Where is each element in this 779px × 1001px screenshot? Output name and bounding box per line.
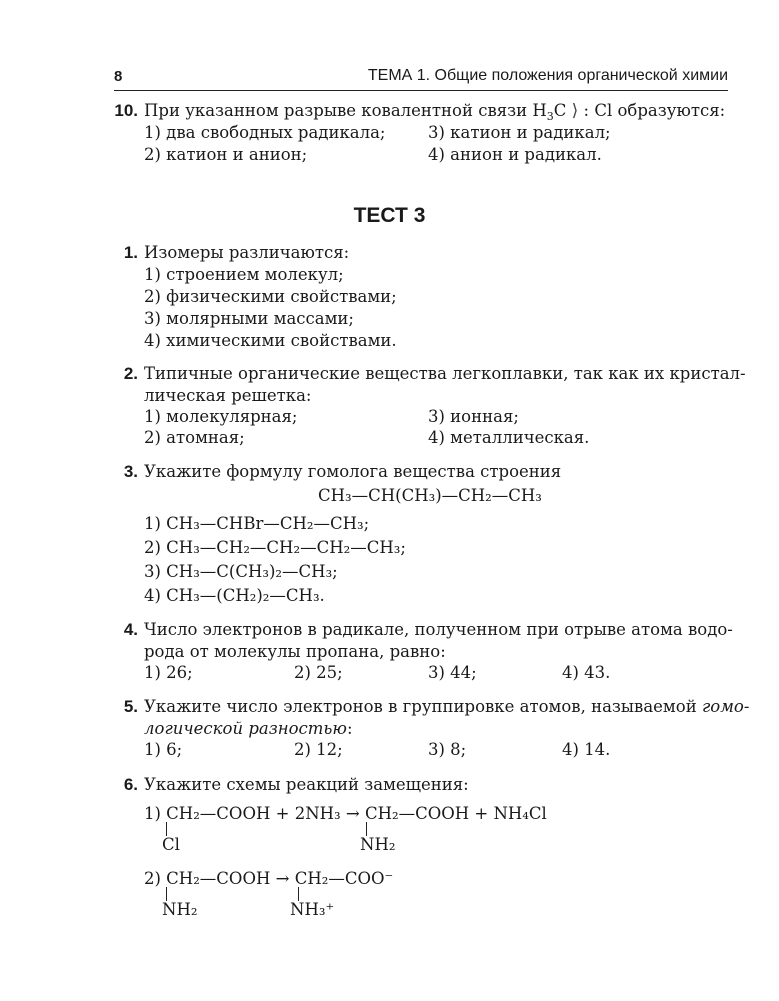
question-2-number: 2. — [123, 364, 138, 383]
reaction-2-equation: 2) CH₂—COOH → CH₂—COO⁻ — [144, 869, 394, 888]
reaction-1-substituent-right: NH₂ — [360, 835, 396, 854]
question-2-option-2: 2) атомная; — [144, 428, 245, 447]
running-header — [114, 64, 728, 91]
question-1-option-1: 1) строением молекул; — [144, 265, 344, 284]
question-5-text-line1: Укажите число электронов в группировке атомов, называемой гомо- — [144, 697, 750, 716]
question-10-text: При указанном разрыве ковалентной связи $H_3C$ ⟩ : Cl образуются: — [144, 101, 726, 123]
question-2-option-4: 4) металлическая. — [428, 428, 590, 447]
question-1-option-3: 3) молярными массами; — [144, 309, 354, 328]
question-3-option-2: 2) CH₃—CH₂—CH₂—CH₂—CH₃; — [144, 538, 406, 557]
reaction-1-bond-right — [366, 822, 367, 836]
question-2-text-line2: лическая решетка: — [144, 386, 312, 405]
question-3-option-4: 4) CH₃—(CH₂)₂—CH₃. — [144, 586, 325, 605]
question-1-text: Изомеры различаются: — [144, 243, 350, 262]
question-10-option-4: 4) анион и радикал. — [428, 145, 602, 164]
question-6-number: 6. — [123, 775, 138, 794]
running-title: ТЕМА 1. Общие положения органической химии — [367, 67, 728, 84]
question-6-text: Укажите схемы реакций замещения: — [144, 775, 469, 794]
question-3-text: Укажите формулу гомолога вещества строения — [144, 462, 562, 481]
question-2-option-1: 1) молекулярная; — [144, 407, 298, 426]
question-4-option-3: 3) 44; — [428, 663, 477, 682]
reaction-1-equation: 1) CH₂—COOH + 2NH₃ → CH₂—COOH + NH₄Cl — [144, 804, 547, 823]
question-4-number: 4. — [123, 620, 138, 639]
question-2-text-line1: Типичные органические вещества легкоплавки, так как их кристал- — [144, 364, 746, 383]
question-3-formula: CH₃—CH(CH₃)—CH₂—CH₃ — [318, 486, 542, 505]
reaction-2-substituent-right: NH₃⁺ — [290, 900, 335, 919]
question-10-option-2: 2) катион и анион; — [144, 145, 308, 164]
question-3-option-1: 1) CH₃—CHBr—CH₂—CH₃; — [144, 514, 370, 533]
question-4-option-2: 2) 25; — [294, 663, 343, 682]
question-5-option-2: 2) 12; — [294, 740, 343, 759]
reaction-2-substituent-left: NH₂ — [162, 900, 198, 919]
question-5-text-line2: логической разностью: — [144, 719, 353, 738]
question-1-option-2: 2) физическими свойствами; — [144, 287, 397, 306]
question-3-option-3: 3) CH₃—C(CH₃)₂—CH₃; — [144, 562, 338, 581]
question-5-option-3: 3) 8; — [428, 740, 467, 759]
question-4-text-line2: рода от молекулы пропана, равно: — [144, 642, 446, 661]
question-10-option-3: 3) катион и радикал; — [428, 123, 611, 142]
question-10-number: 10. — [114, 101, 138, 120]
question-5-number: 5. — [123, 697, 138, 716]
question-1-option-4: 4) химическими свойствами. — [144, 331, 397, 350]
question-4-option-1: 1) 26; — [144, 663, 193, 682]
question-5-option-1: 1) 6; — [144, 740, 183, 759]
question-2-option-3: 3) ионная; — [428, 407, 519, 426]
test-title: ТЕСТ 3 — [353, 204, 426, 227]
question-4-option-4: 4) 43. — [562, 663, 611, 682]
reaction-1-bond-left — [166, 822, 167, 836]
question-10-option-1: 1) два свободных радикала; — [144, 123, 386, 142]
bond-break-mark: ⟩ — [571, 101, 579, 121]
reaction-2-bond-right — [298, 887, 299, 901]
question-4-text-line1: Число электронов в радикале, полученном при отрыве атома водо- — [144, 620, 733, 639]
question-5-option-4: 4) 14. — [562, 740, 611, 759]
question-3-number: 3. — [123, 462, 138, 481]
reaction-2-bond-left — [166, 887, 167, 901]
reaction-1-substituent-left: Cl — [162, 835, 180, 854]
page-number: 8 — [114, 68, 123, 85]
question-1-number: 1. — [123, 243, 138, 262]
